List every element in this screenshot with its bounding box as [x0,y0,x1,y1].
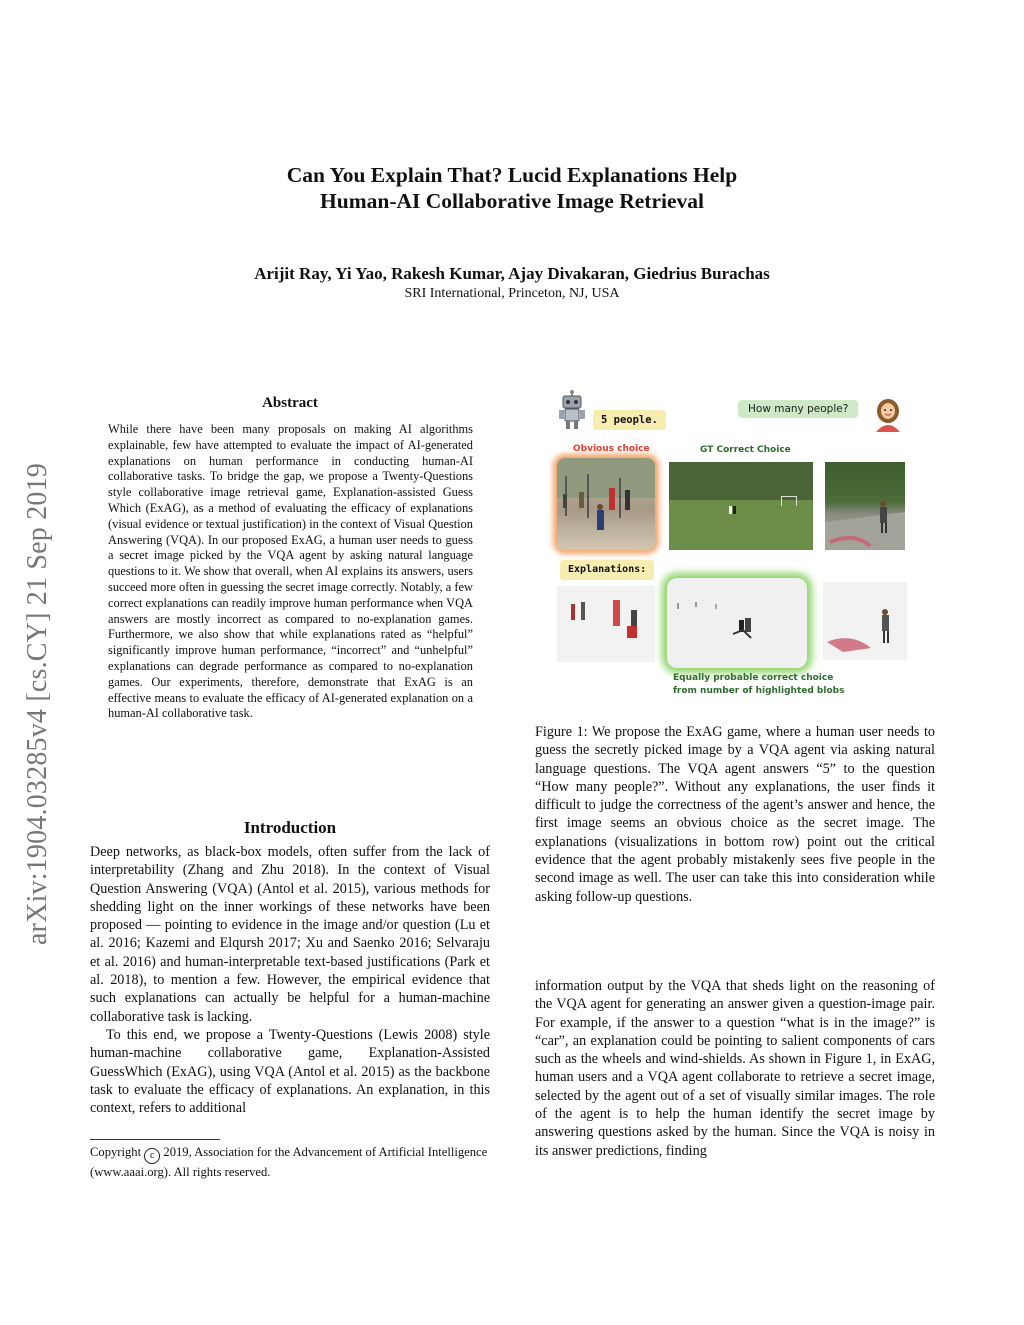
paper-title-line2: Human-AI Collaborative Image Retrieval [320,189,704,213]
user-question-bubble: How many people? [738,400,858,418]
introduction-paragraph-1: Deep networks, as black-box models, often suffer from the lack of interpretability (Zhang and Zhu 2018). In the context of Visual Question Answering (VQA) (Antol et al. 2015), various methods for shedding light on the inner workings of these networks have been proposed — pointing to evidence in the image and/or question (Lu et al. 2016; Kazemi and Elqursh 2017; Xu and Saenko 2016; Selvaraju et al. 2016) and human-interpretable text-based justifications (Park et al. 2018), to mention a few. However, the empirical evidence that such explanations can actually be helpful for a human-machine collaborative task is lacking. [90,844,490,1025]
introduction-paragraph-2: To this end, we propose a Twenty-Questions (Lewis 2008) style human-machine collaborative game, Explanation-Assisted GuessWhich (ExAG), using VQA (Antol et al. 2015) as the backbone task to evaluate the efficacy of explanations. An explanation, in this context, refers to additional [90,1026,490,1117]
figure-1 [555,390,935,710]
footnote-rule [90,1139,220,1140]
introduction-right-column [535,977,935,1160]
equal-choice-label-line1: Equally probable correct choice [673,673,834,683]
figure-1-caption: Figure 1: We propose the ExAG game, where a human user needs to guess the secretly picked image by a VQA agent via asking natural language questions. The VQA agent answers “5” to the question “How many people?”. Without any explanations, the user finds it difficult to judge the correctness of the agent’s answer and hence, the first image seems an obvious choice as the secret image. The explanations (visualizations in bottom row) point out the critical evidence that the agent probably mistakenly sees five people in the second image as well. The user can take this into consideration while asking follow-up questions. [535,724,935,905]
paper-title-line1: Can You Explain That? Lucid Explanations Help [286,163,738,187]
abstract-heading: Abstract [262,395,318,411]
copyright-label: Copyright [90,1145,142,1159]
gt-correct-image[interactable] [669,462,813,550]
explanations-label: Explanations: [560,560,654,580]
introduction-left-column [90,843,490,1117]
explanation-obvious-image [557,586,655,662]
explanation-third-image [823,582,907,660]
agent-answer-bubble: 5 people. [593,410,666,430]
paper-authors: Arijit Ray, Yi Yao, Rakesh Kumar, Ajay Divakaran, Giedrius Burachas [254,264,770,283]
obvious-choice-label: Obvious choice [573,444,650,454]
paper-affiliation: SRI International, Princeton, NJ, USA [404,286,620,301]
user-avatar [873,398,903,432]
arxiv-stamp: arXiv:1904.03285v4 [cs.CY] 21 Sep 2019 [22,462,53,945]
copyright-footnote [90,1144,490,1180]
explanation-gt-image [667,578,807,668]
abstract-text: While there have been many proposals on making AI algorithms explainable, few have attempted to evaluate the impact of AI-generated explanations on human performance in conducting human-AI collaborative tasks. To bridge the gap, we propose a Twenty-Questions style collaborative image retrieval game, Explanation-assisted Guess Which (ExAG), as a method of evaluating the efficacy of explanations (visual evidence or textual justification) in the context of Visual Question Answering (VQA). In our proposed ExAG, a human user needs to guess a secret image picked by the VQA agent by asking natural language questions to it. We show that overall, when AI explains its answers, users succeed more often in guessing the secret image correctly. Notably, a few correct explanations can readily improve human performance when VQA answers are mostly incorrect as compared to no-explanation games. Furthermore, we also show that while explanations rated as “helpful” significantly improve human performance, “incorrect” and “unhelpful” explanations can degrade performance as compared to no-explanation games. Our experiments, therefore, demonstrate that ExAG is an effective means to evaluate the efficacy of AI-generated explanation on a human-AI collaborative task. [108,422,473,721]
introduction-paragraph-3: information output by the VQA that sheds light on the reasoning of the VQA agent for generating an answer given a question-image pair. For example, if the answer to a question “what is in the image?” is “car”, an explanation could be pointing to salient components of cars such as the wheels and wind-shields. As shown in Figure 1, in ExAG, human users and a VQA agent collaborate to retrieve a secret image, selected by the agent out of a set of visually similar images. The role of the agent is to help the human identify the secret image by answering questions asked by the human. Since the VQA is noisy in its answer predictions, finding [535,978,935,1159]
equal-choice-label-line2: from number of highlighted blobs [673,686,845,696]
third-candidate-image[interactable] [825,462,905,550]
copyright-symbol: c [144,1148,160,1164]
robot-icon [558,390,586,430]
copyright-text: 2019, Association for the Advancement of Artificial Intelligence (www.aaai.org). All rights reserved. [90,1145,488,1179]
introduction-heading: Introduction [243,818,337,837]
obvious-choice-image[interactable] [557,458,655,550]
gt-correct-choice-label: GT Correct Choice [700,445,791,455]
